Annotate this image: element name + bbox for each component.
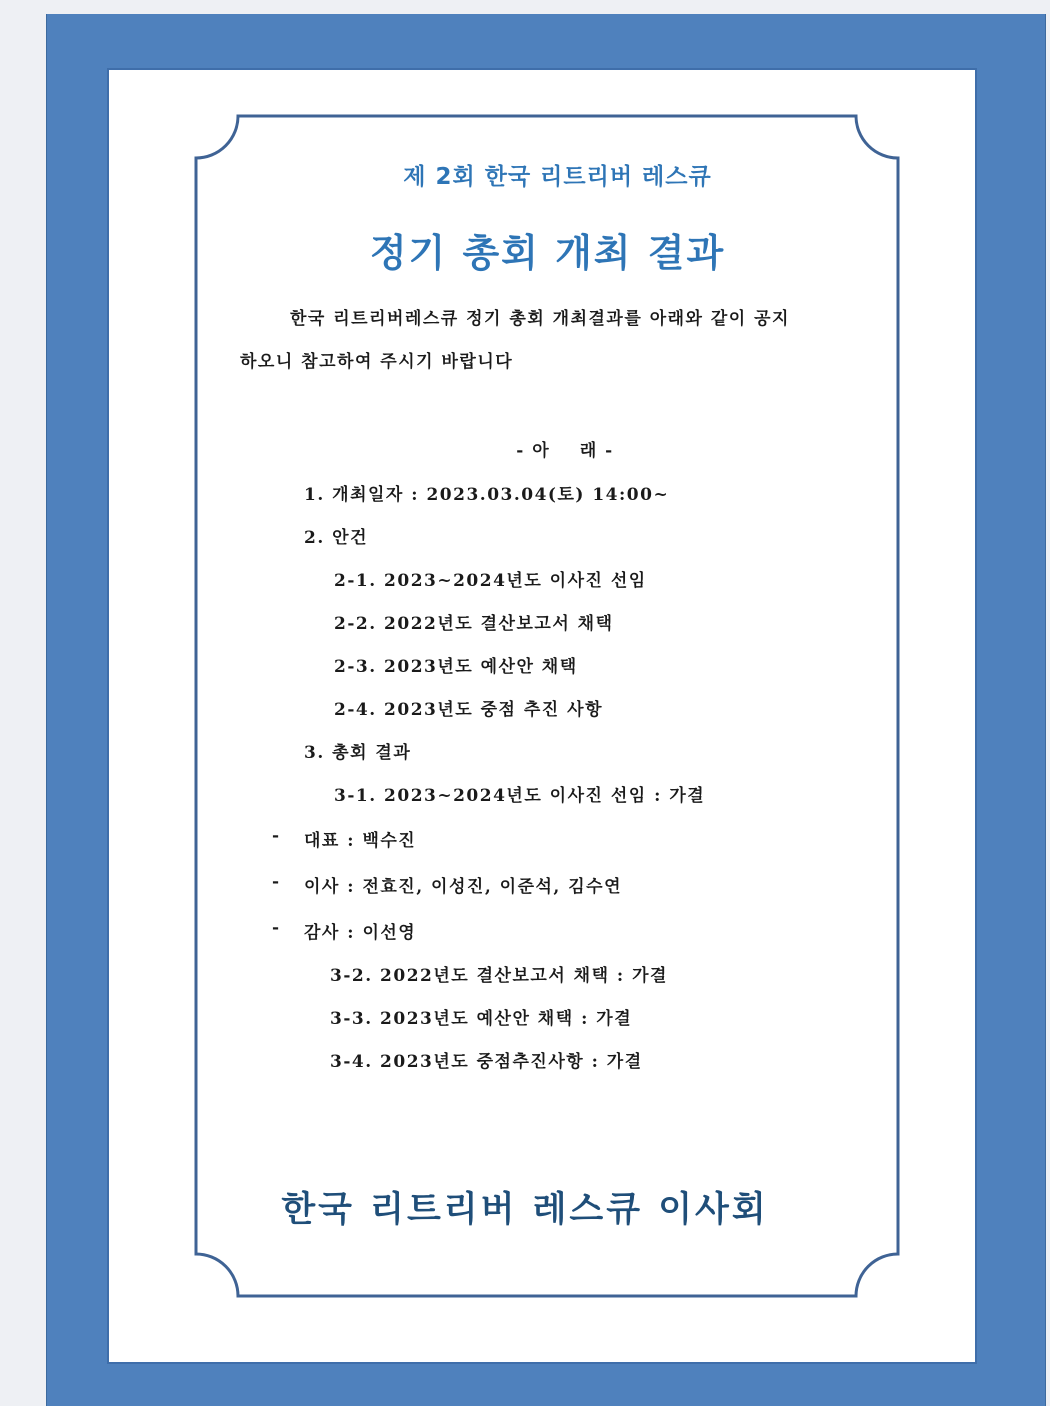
bullet-dash: -: [272, 826, 281, 846]
item-auditor: 감사 : 이선영: [304, 923, 417, 943]
bullet-dash: -: [272, 872, 281, 892]
item-agenda-2-1: 2-1. 2023~2024년도 이사진 선임: [334, 571, 647, 591]
document-title: 정기 총회 개최 결과: [369, 231, 726, 275]
item-result-3-2: 3-2. 2022년도 결산보고서 채택 : 가결: [330, 966, 668, 986]
item-result-heading: 3. 총회 결과: [304, 743, 412, 763]
item-meeting-date: 1. 개최일자 : 2023.03.04(토) 14:00~: [304, 485, 670, 505]
notice-heading: - 아 래 -: [516, 441, 614, 461]
bullet-dash: -: [272, 918, 281, 938]
item-agenda-heading: 2. 안건: [304, 528, 369, 548]
item-agenda-2-3: 2-3. 2023년도 예산안 채택: [334, 657, 578, 677]
item-representative: 대표 : 백수진: [304, 831, 417, 851]
intro-line-2: 하오니 참고하여 주시기 바랍니다: [240, 352, 514, 372]
document-subtitle: 제 2회 한국 리트리버 레스큐: [403, 164, 712, 190]
intro-line-1: 한국 리트리버레스큐 정기 총회 개최결과를 아래와 같이 공지: [290, 309, 790, 329]
item-directors: 이사 : 전효진, 이성진, 이준석, 김수연: [304, 877, 623, 897]
item-result-3-3: 3-3. 2023년도 예산안 채택 : 가결: [330, 1009, 633, 1029]
item-agenda-2-4: 2-4. 2023년도 중점 추진 사항: [334, 700, 603, 720]
item-result-3-4: 3-4. 2023년도 중점추진사항 : 가결: [330, 1052, 643, 1072]
document-footer-signature: 한국 리트리버 레스큐 이사회: [281, 1190, 769, 1230]
item-result-3-1: 3-1. 2023~2024년도 이사진 선임 : 가결: [334, 786, 706, 806]
item-agenda-2-2: 2-2. 2022년도 결산보고서 채택: [334, 614, 614, 634]
